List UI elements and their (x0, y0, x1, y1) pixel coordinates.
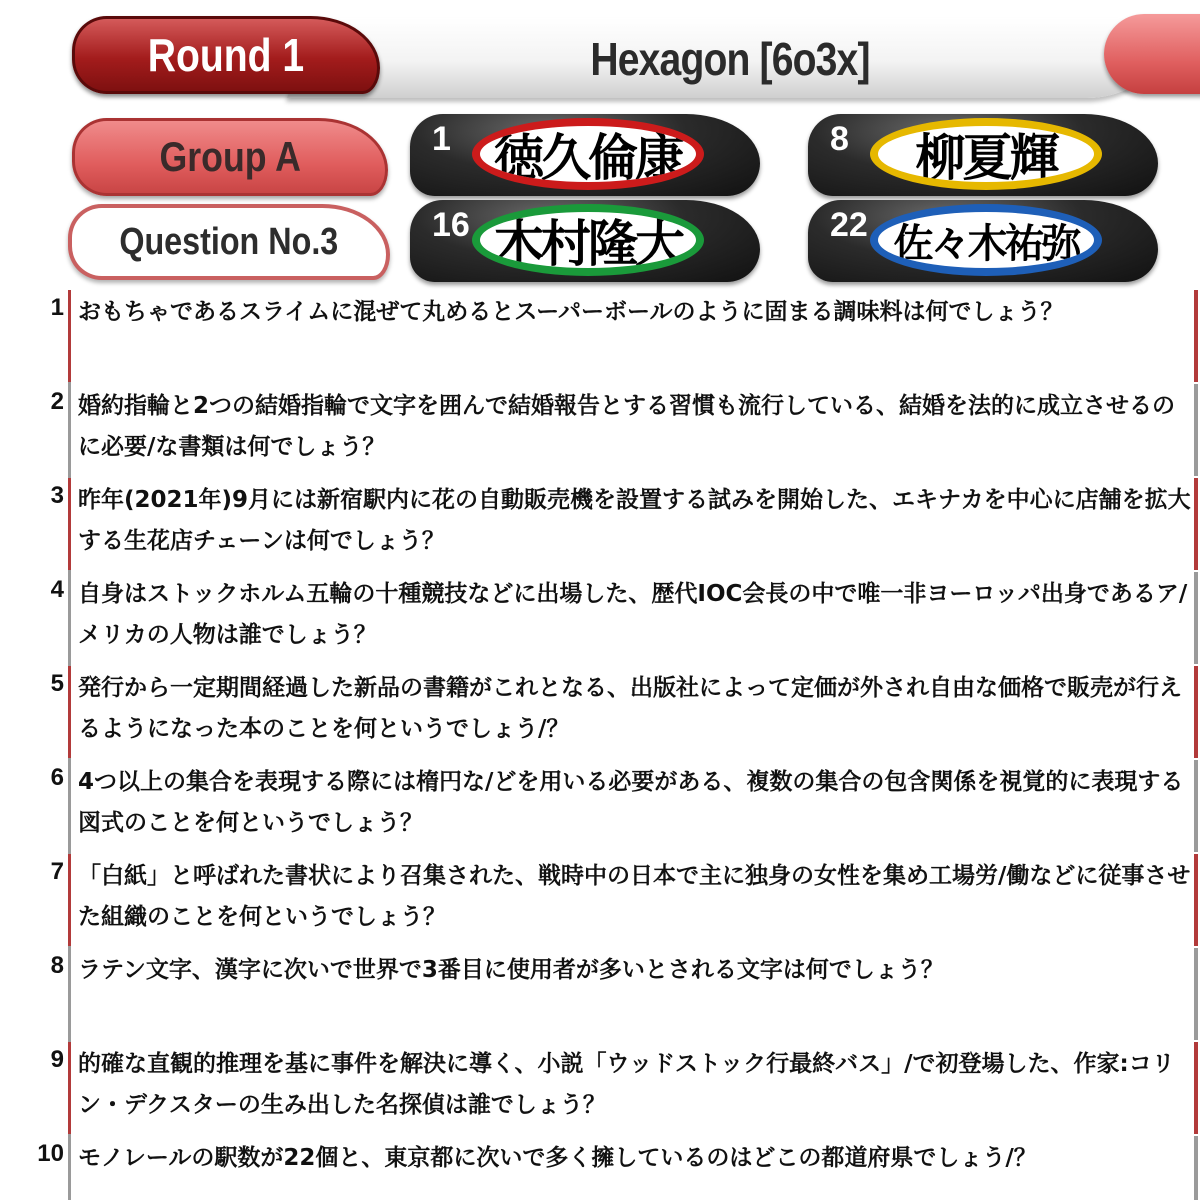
question-label: Question No.3 (119, 220, 339, 263)
player-number: 16 (432, 206, 470, 244)
question-text: モノレールの駅数が22個と、東京都に次いで多く擁しているのはどこの都道府県でしょう/？ (78, 1145, 1037, 1171)
player-name: 徳久倫康 (494, 129, 682, 187)
question-number: 8 (50, 952, 64, 979)
player-name: 佐々木祐弥 (893, 220, 1079, 267)
row-left-marker (68, 760, 71, 852)
row-right-marker (1194, 1136, 1198, 1200)
row-right-marker (1194, 290, 1198, 382)
question-text: おもちゃであるスライムに混ぜて丸めるとスーパーボールのように固まる調味料は何でしょう？ (78, 299, 1064, 325)
row-left-marker (68, 948, 71, 1040)
question-text: 「白紙」と呼ばれた書状により召集された、戦時中の日本で主に独身の女性を集め工場労/働などに従事させた組織のことを何というでしょう？ (78, 863, 1191, 930)
round-badge (72, 16, 380, 94)
row-right-marker (1194, 478, 1198, 570)
player-card-16 (410, 200, 760, 282)
group-label: Group A (159, 133, 301, 180)
player-name-ring (472, 118, 704, 190)
row-right-marker (1194, 666, 1198, 758)
question-text: 的確な直観的推理を基に事件を解決に導く、小説「ウッドストック行最終バス」/で初登場した、作家:コリン・デクスターの生み出した名探偵は誰でしょう？ (78, 1051, 1175, 1118)
player-name-ring (870, 118, 1102, 190)
row-left-marker (68, 572, 71, 664)
player-card-1 (410, 114, 760, 196)
group-badge (72, 118, 388, 196)
player-card-22 (808, 200, 1158, 282)
row-left-marker (68, 1042, 71, 1134)
question-number: 3 (50, 482, 64, 509)
question-number: 10 (37, 1140, 64, 1167)
row-left-marker (68, 290, 71, 382)
row-left-marker (68, 478, 71, 570)
question-text: 発行から一定期間経過した新品の書籍がこれとなる、出版社によって定価が外され自由な価格で販売が行えるようになった本のことを何というでしょう/？ (78, 675, 1182, 742)
player-number: 8 (830, 120, 849, 158)
row-left-marker (68, 854, 71, 946)
question-text: ラテン文字、漢字に次いで世界で3番目に使用者が多いとされる文字は何でしょう？ (78, 957, 944, 983)
question-number: 9 (50, 1046, 64, 1073)
player-number: 1 (432, 120, 451, 158)
row-right-marker (1194, 948, 1198, 1040)
player-name: 木村隆大 (494, 215, 682, 273)
row-left-marker (68, 666, 71, 758)
question-number: 7 (50, 858, 64, 885)
row-left-marker (68, 384, 71, 476)
row-right-marker (1194, 384, 1198, 476)
question-number: 5 (50, 670, 64, 697)
question-number: 6 (50, 764, 64, 791)
player-name-ring (472, 204, 704, 276)
question-number: 2 (50, 388, 64, 415)
question-text: 昨年(2021年)9月には新宿駅内に花の自動販売機を設置する試みを開始した、エキナカを中心に店舗を拡大する生花店チェーンは何でしょう？ (78, 487, 1191, 554)
row-right-marker (1194, 854, 1198, 946)
round-label: Round 1 (147, 29, 305, 81)
question-number: 1 (50, 294, 64, 321)
question-list (0, 290, 1200, 1200)
player-name-ring (870, 204, 1102, 276)
question-number-badge (68, 204, 390, 280)
header-right-tab (1104, 14, 1200, 94)
row-right-marker (1194, 572, 1198, 664)
player-name: 柳夏輝 (915, 129, 1057, 187)
question-number: 4 (50, 576, 64, 603)
player-number: 22 (830, 206, 868, 244)
quiz-title: Hexagon [6o3x] (590, 33, 870, 85)
question-text: 自身はストックホルム五輪の十種競技などに出場した、歴代IOC会長の中で唯一非ヨーロッパ出身であるア/メリカの人物は誰でしょう？ (78, 581, 1188, 648)
question-text: 4つ以上の集合を表現する際には楕円な/どを用いる必要がある、複数の集合の包含関係を視覚的に表現する図式のことを何というでしょう？ (78, 769, 1184, 836)
player-card-8 (808, 114, 1158, 196)
row-left-marker (68, 1136, 71, 1200)
question-text: 婚約指輪と2つの結婚指輪で文字を囲んで結婚報告とする習慣も流行している、結婚を法的に成立させるのに必要/な書類は何でしょう？ (78, 393, 1176, 460)
row-right-marker (1194, 1042, 1198, 1134)
row-right-marker (1194, 760, 1198, 852)
